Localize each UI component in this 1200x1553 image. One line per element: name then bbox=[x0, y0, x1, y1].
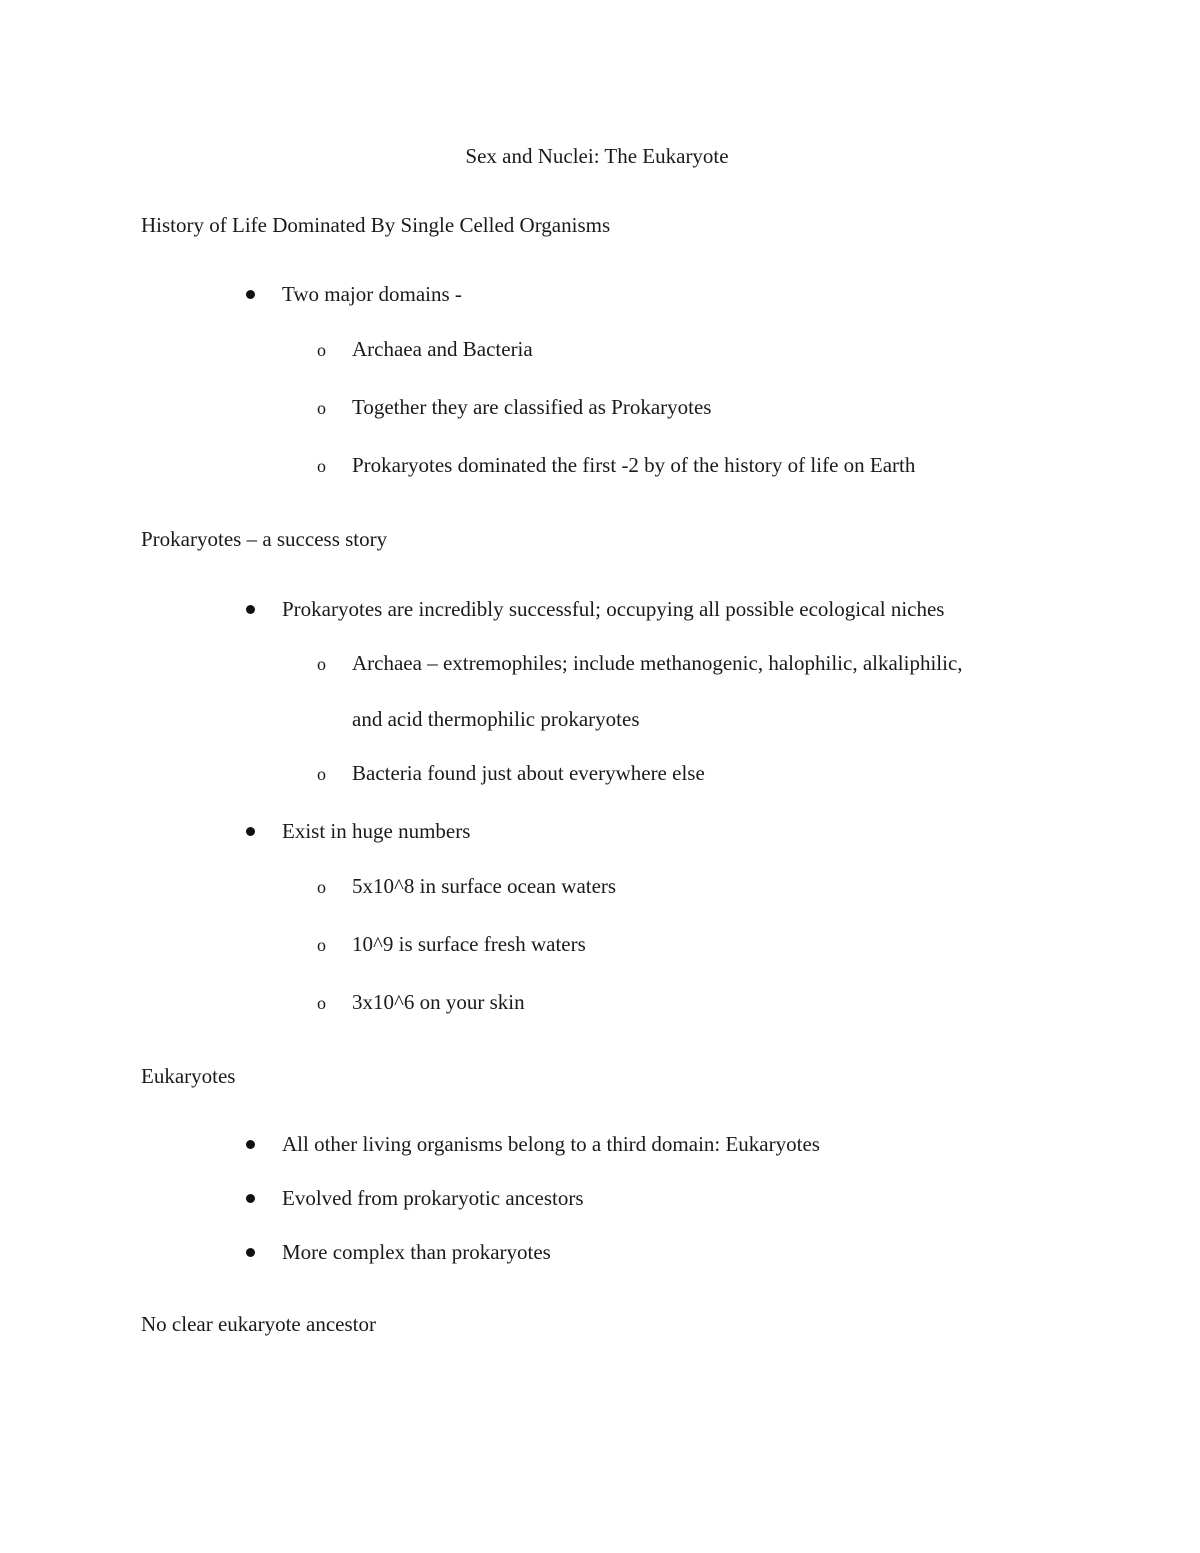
sub-bullet-icon: o bbox=[317, 877, 326, 897]
sub-bullet-icon: o bbox=[317, 398, 326, 418]
section-heading: No clear eukaryote ancestor bbox=[141, 1312, 376, 1336]
bullet-item: All other living organisms belong to a third domain: Eukaryotes bbox=[282, 1132, 820, 1156]
sub-bullet-item: Archaea – extremophiles; include methanogenic, halophilic, alkaliphilic, bbox=[352, 651, 963, 675]
section-heading: History of Life Dominated By Single Celled Organisms bbox=[141, 213, 611, 237]
bullet-item: Two major domains - bbox=[282, 282, 462, 306]
sub-bullet-icon: o bbox=[317, 340, 326, 360]
bullet-item: Evolved from prokaryotic ancestors bbox=[282, 1186, 584, 1210]
bullet-item: Exist in huge numbers bbox=[282, 819, 471, 843]
sub-bullet-item: 3x10^6 on your skin bbox=[352, 990, 525, 1014]
sub-bullet-item: Prokaryotes dominated the first -2 by of the history of life on Earth bbox=[352, 453, 916, 477]
sub-bullet-icon: o bbox=[317, 764, 326, 784]
bullet-item: More complex than prokaryotes bbox=[282, 1240, 551, 1264]
sub-bullet-item: Archaea and Bacteria bbox=[352, 337, 533, 361]
sub-bullet-icon: o bbox=[317, 935, 326, 955]
sub-bullet-icon: o bbox=[317, 654, 326, 674]
bullet-icon bbox=[246, 1194, 255, 1203]
bullet-icon bbox=[246, 290, 255, 299]
sub-bullet-item: Bacteria found just about everywhere else bbox=[352, 761, 705, 785]
bullet-icon bbox=[246, 1140, 255, 1149]
sub-bullet-item: Together they are classified as Prokaryotes bbox=[352, 395, 712, 419]
section-heading: Eukaryotes bbox=[141, 1064, 236, 1088]
bullet-item: Prokaryotes are incredibly successful; occupying all possible ecological niches bbox=[282, 597, 945, 621]
section-heading: Prokaryotes – a success story bbox=[141, 527, 388, 551]
sub-bullet-continuation: and acid thermophilic prokaryotes bbox=[352, 707, 640, 731]
sub-bullet-icon: o bbox=[317, 456, 326, 476]
sub-bullet-item: 10^9 is surface fresh waters bbox=[352, 932, 586, 956]
bullet-icon bbox=[246, 605, 255, 614]
bullet-icon bbox=[246, 827, 255, 836]
sub-bullet-icon: o bbox=[317, 993, 326, 1013]
document-title: Sex and Nuclei: The Eukaryote bbox=[465, 144, 729, 168]
bullet-icon bbox=[246, 1248, 255, 1257]
sub-bullet-item: 5x10^8 in surface ocean waters bbox=[352, 874, 617, 898]
